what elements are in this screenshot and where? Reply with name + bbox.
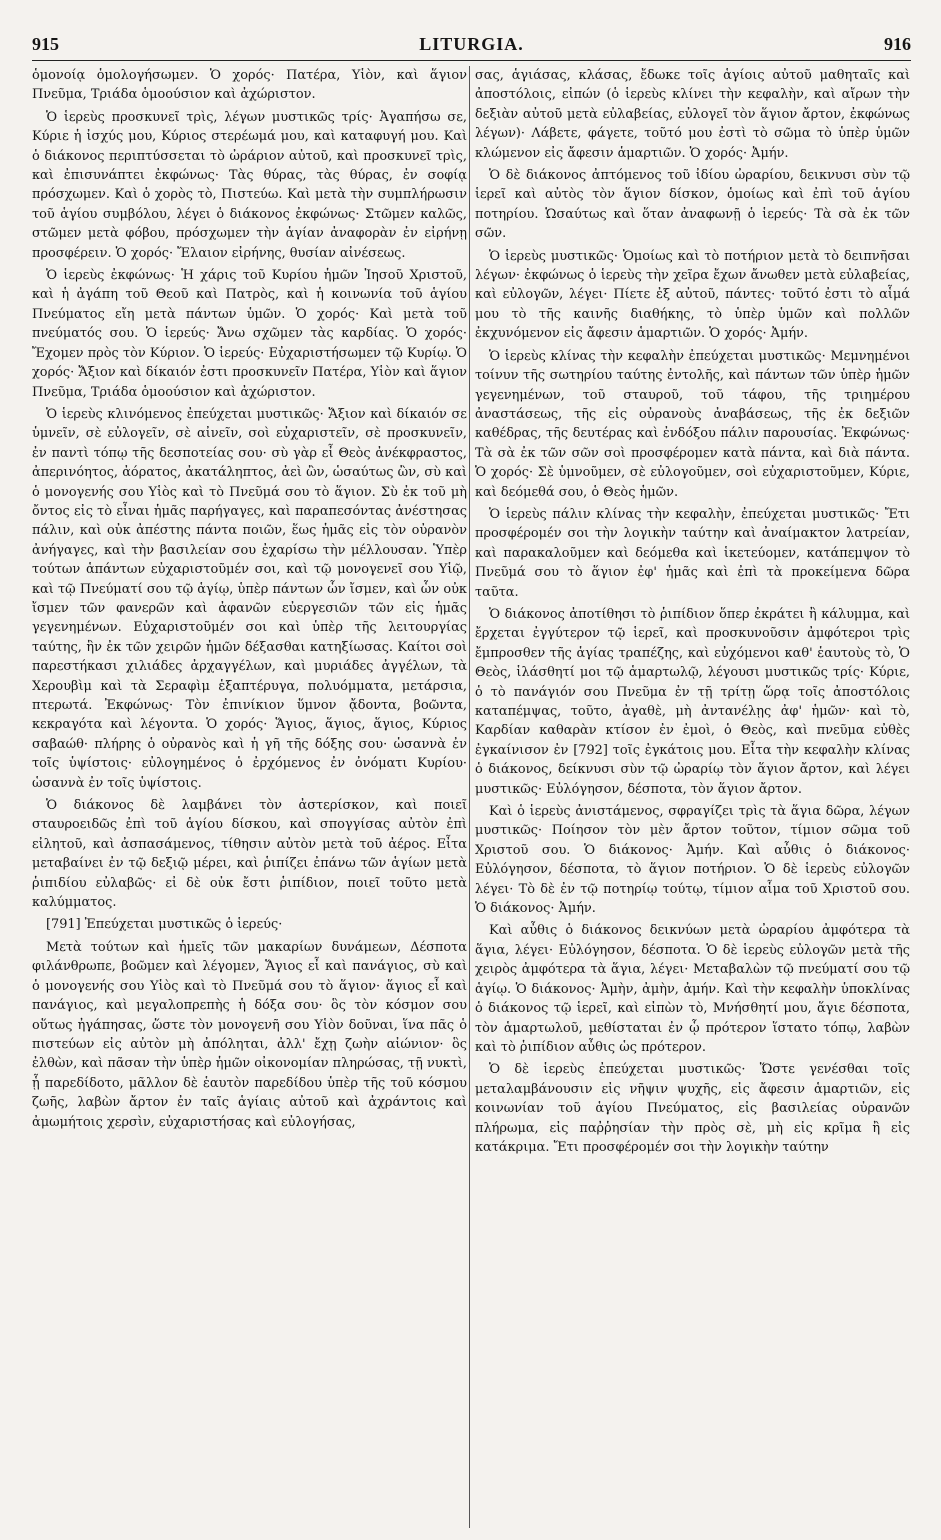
- paragraph: Ὁ διάκονος δὲ λαμβάνει τὸν ἀστερίσκον, καὶ ποιεῖ σταυροειδῶς ἐπὶ τοῦ ἁγίου δίσκου, καὶ σπογγίσας αὐτὸν ἐπὶ εἰλητοῦ, καὶ ἀσπασάμενος, τίθησιν αὐτὸν μετὰ τοῦ ἀέρος. Εἶτα μεταβαίνει ἐν τῷ δεξιῷ μέρει, καὶ ῥιπίζει ἐπάνω τῶν ἁγίων μετὰ ῥιπιδίου εὐλαβῶς· εἰ δὲ οὐκ ἔστι ῥιπίδιον, ποιεῖ τοῦτο μετὰ καλύμματος.: [32, 798, 467, 911]
- paragraph-with-column-number: [32, 915, 467, 934]
- paragraph: Μετὰ τούτων καὶ ἡμεῖς τῶν μακαρίων δυνάμεων, Δέσποτα φιλάνθρωπε, βοῶμεν καὶ λέγομεν, Ἅγιος εἶ καὶ πανάγιος, σὺ καὶ ὁ μονογενής σου Υἱὸς καὶ τὸ Πνεῦμά σου τὸ ἅγιον· ἅγιος εἶ καὶ πανάγιος, καὶ μεγαλοπρεπὴς ἡ δόξα σου· ὃς τὸν κόσμον σου οὕτως ἠγάπησας, ὥστε τὸν μονογενῆ σου Υἱὸν δοῦναι, ἵνα πᾶς ὁ πιστεύων εἰς αὐτὸν μὴ ἀπόληται, ἀλλ' ἔχῃ ζωὴν αἰώνιον· ὃς ἐλθὼν, καὶ πᾶσαν τὴν ὑπὲρ ἡμῶν οἰκονομίαν πληρώσας, τῇ νυκτὶ, ᾗ παρεδίδοτο, μᾶλλον δὲ ἑαυτὸν παρεδίδου ὑπὲρ τῆς τοῦ κόσμου ζωῆς, λαβὼν ἄρτον ἐν ταῖς ἁγίαις αὐτοῦ καὶ ἀχράντοις καὶ ἀμωμήτοις χερσὶν, εὐχαριστήσας καὶ εὐλογήσας,: [32, 939, 467, 1130]
- right-column: [475, 66, 910, 1536]
- page-number-right: 916: [884, 34, 911, 54]
- paragraph: σας, ἁγιάσας, κλάσας, ἔδωκε τοῖς ἁγίοις αὐτοῦ μαθηταῖς καὶ ἀποστόλοις, εἰπών (ὁ ἱερεὺς κλίνει τὴν κεφαλὴν, καὶ αἴρων τὴν δεξιὰν αὐτοῦ μετὰ εὐλαβείας, εὐλογεῖ τὸν ἅγιον ἄρτον, ἐκφώνως λέγων)· Λάβετε, φάγετε, τοῦτό μου ἐστὶ τὸ σῶμα τὸ ὑπὲρ ὑμῶν κλώμενον εἰς ἄφεσιν ἁμαρτιῶν. Ὁ χορός· Ἀμήν.: [475, 68, 910, 161]
- header-rule: [32, 60, 911, 61]
- running-title: LITURGIA.: [419, 34, 524, 54]
- paragraph: Καὶ ὁ ἱερεὺς ἀνιστάμενος, σφραγίζει τρὶς τὰ ἅγια δῶρα, λέγων μυστικῶς· Ποίησον τὸν μὲν ἄρτον τοῦτον, τίμιον σῶμα τοῦ Χριστοῦ σου. Ὁ διάκονος· Ἀμήν. Καὶ αὖθις ὁ διάκονος· Εὐλόγησον, δέσποτα, τὸ ἅγιον ποτήριον. Ὁ δὲ ἱερεὺς εὐλογῶν λέγει· Τὸ δὲ ἐν τῷ ποτηρίῳ τούτῳ, τίμιον αἷμα τοῦ Χριστοῦ σου. Ὁ διάκονος· Ἀμήν.: [475, 804, 910, 917]
- left-column: [32, 66, 467, 1536]
- paragraph: Ὁ ἱερεὺς ἐκφώνως· Ἡ χάρις τοῦ Κυρίου ἡμῶν Ἰησοῦ Χριστοῦ, καὶ ἡ ἀγάπη τοῦ Θεοῦ καὶ Πατρὸς, καὶ ἡ κοινωνία τοῦ ἁγίου Πνεύματος εἴη μετὰ πάντων ὑμῶν. Ὁ χορός· Καὶ μετὰ τοῦ πνεύματός σου. Ὁ ἱερεύς· Ἄνω σχῶμεν τὰς καρδίας. Ὁ χορός· Ἔχομεν πρὸς τὸν Κύριον. Ὁ ἱερεύς· Εὐχαριστήσωμεν τῷ Κυρίῳ. Ὁ χορός· Ἄξιον καὶ δίκαιόν ἐστι προσκυνεῖν Πατέρα, Υἱὸν καὶ ἅγιον Πνεῦμα, Τριάδα ὁμοούσιον καὶ ἀχώριστον.: [32, 268, 467, 400]
- column-number-marker: [791]: [46, 917, 81, 933]
- paragraph: Ὁ ἱερεὺς προσκυνεῖ τρὶς, λέγων μυστικῶς τρίς· Ἀγαπήσω σε, Κύριε ἡ ἰσχύς μου, Κύριος στερέωμά μου, καὶ καταφυγή μου. Καὶ ὁ διάκονος περιπτύσσεται τὸ ὠράριον αὐτοῦ, καὶ προσκυνεῖ τρὶς, καὶ ἐπισυνάπτει ἐκφώνως· Τὰς θύρας, τὰς θύρας, ἐν σοφίᾳ πρόσχωμεν. Καὶ ὁ χορὸς τὸ, Πιστεύω. Καὶ μετὰ τὴν συμπλήρωσιν τοῦ ἁγίου συμβόλου, λέγει ὁ διάκονος ἐκφώνως· Στῶμεν καλῶς, στῶμεν μετὰ φόβου, πρόσχωμεν τὴν ἁγίαν ἀναφορὰν ἐν εἰρήνῃ προσφέρειν. Ὁ χορός· Ἔλαιον εἰρήνης, θυσίαν αἰνέσεως.: [32, 109, 467, 261]
- paragraph: Ὁ ἱερεὺς πάλιν κλίνας τὴν κεφαλὴν, ἐπεύχεται μυστικῶς· Ἔτι προσφέρομέν σοι τὴν λογικὴν ταύτην καὶ ἀναίμακτον λατρείαν, καὶ παρακαλοῦμεν καὶ δεόμεθα καὶ ἱκετεύομεν, κατάπεμψον τὸ Πνεῦμά σου τὸ ἅγιον ἐφ' ἡμᾶς καὶ ἐπὶ τὰ προκείμενα δῶρα ταῦτα.: [475, 506, 910, 600]
- running-header: [32, 34, 911, 56]
- paragraph: Ὁ δὲ διάκονος ἀπτόμενος τοῦ ἰδίου ὠραρίου, δεικνυσι σὺν τῷ ἱερεῖ καὶ αὐτὸς τὸν ἅγιον δίσκον, ὁμοίως καὶ ἐπὶ τοῦ ἁγίου ποτηρίου. Ὡσαύτως καὶ ὅταν ἀναφωνῇ ὁ ἱερεύς· Τὰ σὰ ἐκ τῶν σῶν.: [475, 168, 910, 242]
- paragraph: Ὁ διάκονος ἀποτίθησι τὸ ῥιπίδιον ὅπερ ἐκράτει ἢ κάλυμμα, καὶ ἔρχεται ἐγγύτερον τῷ ἱερεῖ, καὶ προσκυνοῦσιν ἀμφότεροι τρὶς ἔμπροσθεν τῆς ἁγίας τραπέζης, καὶ εὐχόμενοι καθ' ἑαυτοὺς τὸ, Ὁ Θεὸς, ἱλάσθητί μοι τῷ ἁμαρτωλῷ, λέγουσι μυστικῶς τρίς· Κύριε, ὁ τὸ πανάγιόν σου Πνεῦμα ἐν τῇ τρίτῃ ὥρᾳ τοῖς ἀποστόλοις καταπέμψας, τοῦτο, ἀγαθὲ, μὴ ἀντανέλῃς ἀφ' ἡμῶν· καὶ τὸ, Καρδίαν καθαρὰν κτίσον ἐν ἐμοὶ, ὁ Θεὸς, καὶ πνεῦμα εὐθὲς ἐγκαίνισον ἐν [792] τοῖς ἐγκάτοις μου. Εἶτα τὴν κεφαλὴν κλίνας ὁ διάκονος, δείκνυσι σὺν τῷ ὠραρίῳ τὸν ἅγιον ἄρτον, καὶ λέγει μυστικῶς· Εὐλόγησον, δέσποτα, τὸν ἅγιον ἄρτον.: [475, 606, 910, 797]
- paragraph: Ὁ δὲ ἱερεὺς ἐπεύχεται μυστικῶς· Ὥστε γενέσθαι τοῖς μεταλαμβάνουσιν εἰς νῆψιν ψυχῆς, εἰς ἄφεσιν ἁμαρτιῶν, εἰς κοινωνίαν τοῦ ἁγίου Πνεύματος, εἰς βασιλείας οὐρανῶν πλήρωμα, εἰς παῤῥησίαν τὴν πρὸς σὲ, μὴ εἰς κρῖμα ἢ εἰς κατάκριμα. Ἔτι προσφέρομέν σοι τὴν λογικὴν ταύτην: [475, 1062, 910, 1155]
- paragraph: Ὁ ἱερεὺς μυστικῶς· Ὁμοίως καὶ τὸ ποτήριον μετὰ τὸ δειπνῆσαι λέγων· ἐκφώνως ὁ ἱερεὺς τὴν χεῖρα ἔχων ἄνωθεν μετὰ εὐλαβείας, καὶ εὐλογῶν, λέγει· Πίετε ἐξ αὐτοῦ, πάντες· τοῦτό ἐστι τὸ αἷμά μου τὸ τῆς καινῆς διαθήκης, τὸ ὑπὲρ ὑμῶν καὶ πολλῶν ἐκχυνόμενον εἰς ἄφεσιν ἁμαρτιῶν. Ὁ χορός· Ἀμήν.: [475, 248, 910, 342]
- paragraph: ὁμονοίᾳ ὁμολογήσωμεν. Ὁ χορός· Πατέρα, Υἱὸν, καὶ ἅγιον Πνεῦμα, Τριάδα ὁμοούσιον καὶ ἀχώριστον.: [32, 68, 467, 103]
- paragraph: Καὶ αὖθις ὁ διάκονος δεικνύων μετὰ ὠραρίου ἀμφότερα τὰ ἅγια, λέγει· Εὐλόγησον, δέσποτα. Ὁ δὲ ἱερεὺς εὐλογῶν μετὰ τῆς χειρὸς ἀμφότερα τὰ ἅγια, λέγει· Μεταβαλὼν τῷ πνεύματί σου τῷ ἁγίῳ. Ὁ διάκονος· Ἀμὴν, ἀμὴν, ἀμήν. Καὶ τὴν κεφαλὴν ὑποκλίνας ὁ διάκονος τῷ ἱερεῖ, καὶ εἰπὼν τὸ, Μνήσθητί μου, ἅγιε δέσποτα, τὸν ἁμαρτωλοῦ, μεθίσταται ἐν ᾧ πρότερον ἵστατο τόπῳ, λαβὼν καὶ τὸ ῥιπίδιον αὖθις ὡς πρότερον.: [475, 923, 910, 1055]
- paragraph-text: Ἐπεύχεται μυστικῶς ὁ ἱερεύς·: [84, 917, 283, 933]
- paragraph: Ὁ ἱερεὺς κλινόμενος ἐπεύχεται μυστικῶς· Ἄξιον καὶ δίκαιόν σε ὑμνεῖν, σὲ εὐλογεῖν, σὲ αἰνεῖν, σοὶ εὐχαριστεῖν, σὲ προσκυνεῖν, ἐν παντὶ τόπῳ τῆς δεσποτείας σου· σὺ γὰρ εἶ Θεὸς ἀνέκφραστος, ἀπερινόητος, ἀόρατος, ἀκατάληπτος, ἀεὶ ὢν, ὡσαύτως ὢν, σὺ καὶ ὁ μονογενής σου Υἱὸς καὶ τὸ Πνεῦμά σου τὸ ἅγιον. Σὺ ἐκ τοῦ μὴ ὄντος εἰς τὸ εἶναι ἡμᾶς παρήγαγες, καὶ παραπεσόντας ἀνέστησας πάλιν, καὶ οὐκ ἀπέστης πάντα ποιῶν, ἕως ἡμᾶς εἰς τὸν οὐρανὸν ἀνήγαγες, καὶ τὴν βασιλείαν σου ἐχαρίσω τὴν μέλλουσαν. Ὑπὲρ τούτων ἁπάντων εὐχαριστοῦμέν σοι, καὶ τῷ μονογενεῖ σου Υἱῷ, καὶ τῷ Πνεύματί σου τῷ ἁγίῳ, ὑπὲρ πάντων ὧν ἴσμεν, καὶ ὧν οὐκ ἴσμεν τῶν φανερῶν καὶ ἀφανῶν εὐεργεσιῶν τῶν εἰς ἡμᾶς γεγενημένων. Εὐχαριστοῦμέν σοι καὶ ὑπὲρ τῆς λειτουργίας ταύτης, ἣν ἐκ τῶν χειρῶν ἡμῶν δέξασθαι κατηξίωσας. Καίτοι σοὶ παρεστήκασι χιλιάδες ἀρχαγγέλων, καὶ μυριάδες ἀγγέλων, τὰ Χερουβὶμ καὶ τὰ Σεραφὶμ ἑξαπτέρυγα, πολυόμματα, μετάρσια, πτερωτά. Ἐκφώνως· Τὸν ἐπινίκιον ὕμνον ᾄδοντα, βοῶντα, κεκραγότα καὶ λέγοντα. Ὁ χορός· Ἅγιος, ἅγιος, ἅγιος, Κύριος σαβαώθ· πλήρης ὁ οὐρανὸς καὶ ἡ γῆ τῆς δόξης σου· ὡσαννὰ ἐν τοῖς ὑψίστοις· εὐλογημένος ὁ ἐρχόμενος ἐν ὀνόματι Κυρίου· ὡσαννὰ ἐν τοῖς ὑψίστοις.: [32, 406, 467, 791]
- column-divider: [469, 66, 470, 1528]
- paragraph: Ὁ ἱερεὺς κλίνας τὴν κεφαλὴν ἐπεύχεται μυστικῶς· Μεμνημένοι τοίνυν τῆς σωτηρίου ταύτης ἐντολῆς, καὶ πάντων τῶν ὑπὲρ ἡμῶν γεγενημένων, τοῦ σταυροῦ, τοῦ τάφου, τῆς τριημέρου ἀναστάσεως, τῆς εἰς οὐρανοὺς ἀναβάσεως, τῆς ἐκ δεξιῶν καθέδρας, τῆς δευτέρας καὶ ἐνδόξου πάλιν παρουσίας. Ἐκφώνως· Τὰ σὰ ἐκ τῶν σῶν σοὶ προσφέρομεν κατὰ πάντα, καὶ διὰ πάντα. Ὁ χορός· Σὲ ὑμνοῦμεν, σὲ εὐλογοῦμεν, σοὶ εὐχαριστοῦμεν, Κύριε, καὶ δεόμεθά σου, ὁ Θεὸς ἡμῶν.: [475, 348, 910, 500]
- page-number-left: 915: [32, 34, 59, 54]
